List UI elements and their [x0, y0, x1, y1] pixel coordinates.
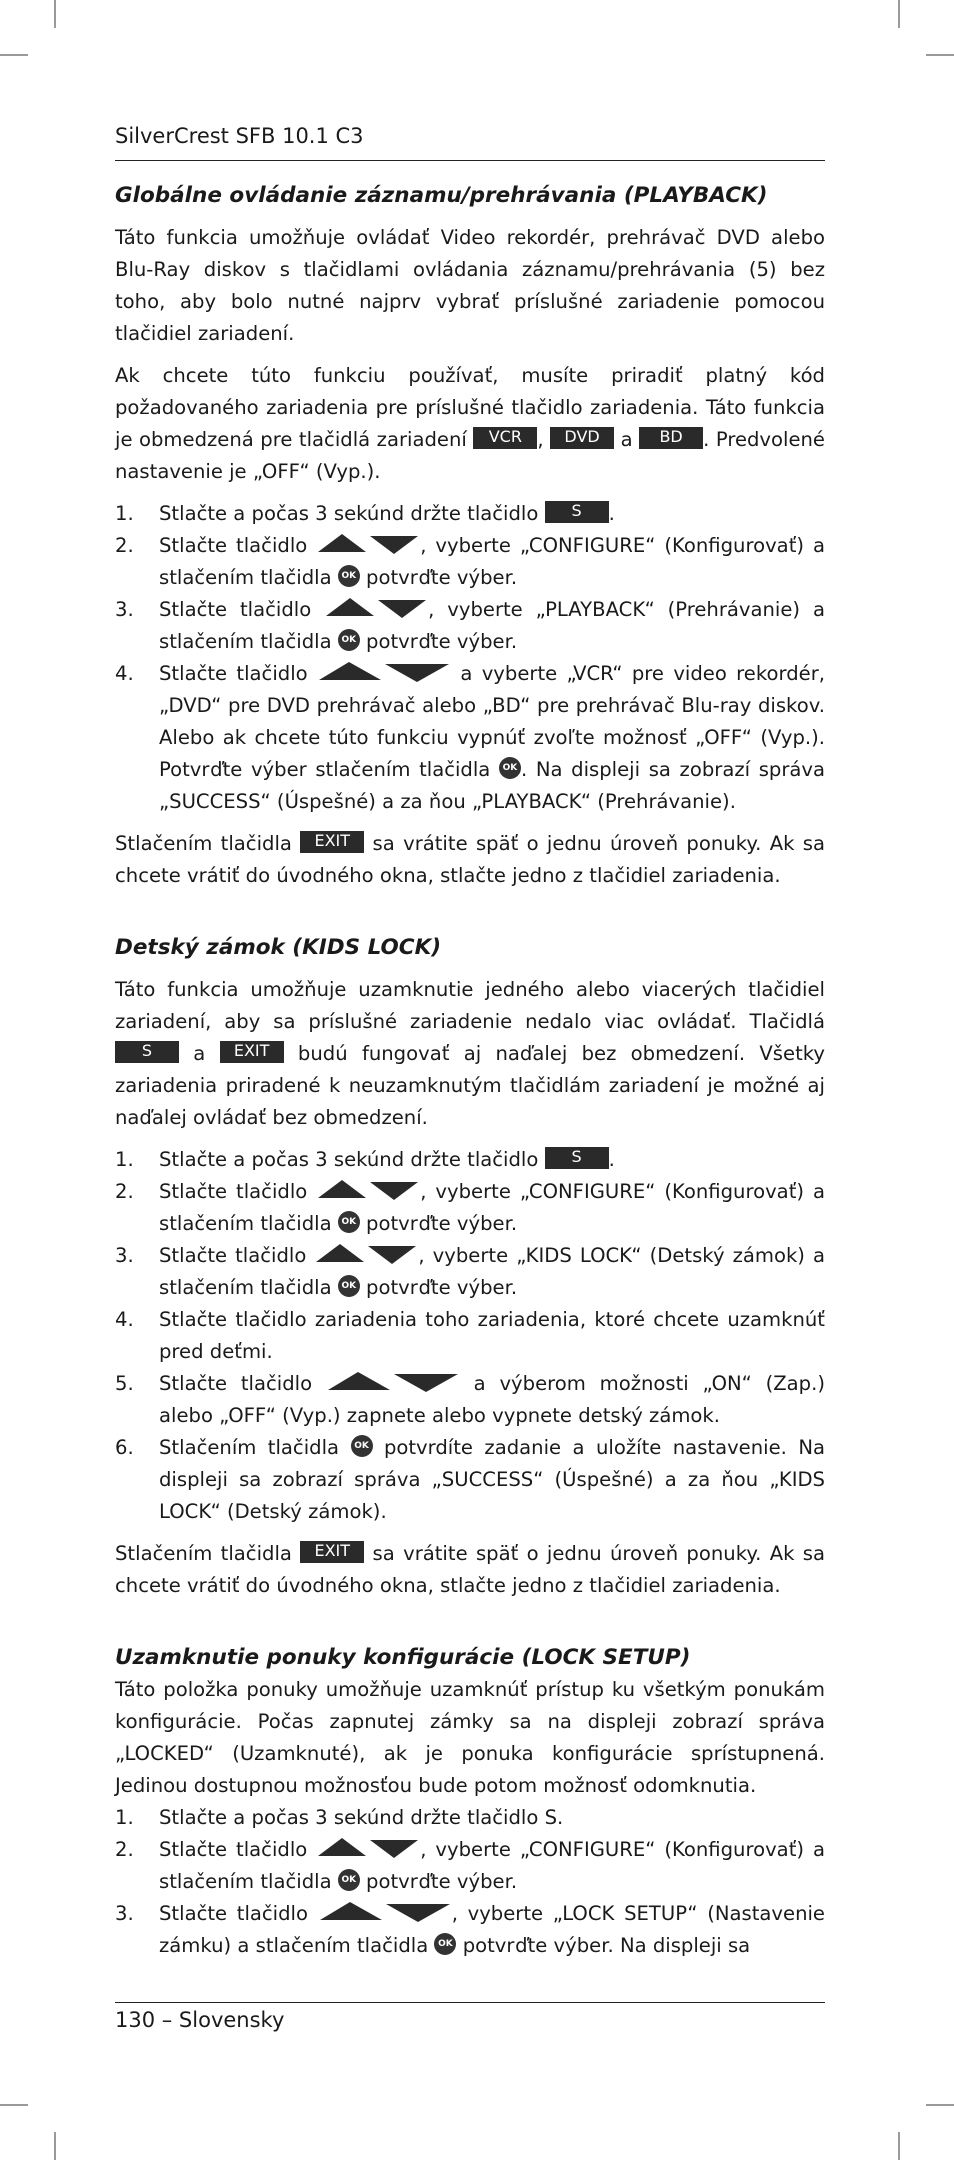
up-down-arrows-icon — [316, 532, 420, 556]
list-item: 1. Stlačte a počas 3 sekúnd držte tlačidlo S. — [115, 1806, 564, 1829]
list-item: 2. Stlačte tlačidlo , vyberte „CONFIGURE“ (Konfigurovať) a stlačením tlačidla OK potvrďte výber. — [115, 1176, 825, 1240]
steps-list — [115, 1144, 825, 1528]
paragraph: Stlačením tlačidla EXIT sa vrátite späť o jednu úroveň ponuky. Ak sa chcete vrátiť do úvodného okna, stlačte jedno z tlačidiel zariadenia. — [115, 1540, 825, 1597]
crop-mark — [926, 54, 954, 56]
up-down-arrows-icon — [316, 1836, 420, 1860]
list-item: 1. Stlačte a počas 3 sekúnd držte tlačidlo S . — [115, 1146, 615, 1171]
list-item: 3. Stlačte tlačidlo , vyberte „LOCK SETUP“ (Nastavenie zámku) a stlačením tlačidla OK potvrďte výber. Na displeji sa — [115, 1898, 825, 1962]
up-down-arrows-icon — [314, 1242, 418, 1266]
list-item: 3. Stlačte tlačidlo , vyberte „KIDS LOCK“ (Detský zámok) a stlačením tlačidla OK potvrďte výber. — [115, 1240, 825, 1304]
section-heading-kids-lock: Detský zámok (KIDS LOCK) — [115, 935, 442, 960]
exit-button-icon: EXIT — [300, 1541, 364, 1563]
section-heading-playback: Globálne ovládanie záznamu/prehrávania (PLAYBACK) — [115, 183, 768, 208]
list-item: 1. Stlačte a počas 3 sekúnd držte tlačidlo S . — [115, 500, 615, 525]
paragraph: Táto položka ponuky umožňuje uzamknúť prístup ku všetkým ponukám konfigurácie. Počas zapnutej zámky sa na displeji zobrazí správa „LOCKED“ (Uzamknuté), ak je ponuka konfigurácie sprístupnená. Jedinou dostupnou možnosťou bude potom možnosť odomknutia. — [115, 1678, 825, 1797]
ok-button-icon: OK — [338, 1275, 360, 1297]
crop-mark — [898, 0, 900, 28]
footer-rule — [115, 2002, 825, 2003]
list-item: 2. Stlačte tlačidlo , vyberte „CONFIGURE“ (Konfigurovať) a stlačením tlačidla OK potvrďte výber. — [115, 1834, 825, 1898]
list-item: 6. Stlačením tlačidla OK potvrdíte zadanie a uložíte nastavenie. Na displeji sa zobrazí správa „SUCCESS“ (Úspešné) a za ňou „KIDS LOCK“ (Detský zámok). — [115, 1436, 825, 1523]
page-body — [115, 180, 825, 1962]
paragraph: Ak chcete túto funkciu používať, musíte priradiť platný kód požadovaného zariadenia pre príslušné tlačidlo zariadenia. Táto funkcia je obmedzená pre tlačidlá zariadení VCR , DVD a BD . Predvolené nastavenie je „OFF“ (Vyp.). — [115, 364, 825, 483]
s-button-icon: S — [545, 501, 609, 523]
up-down-arrows-icon — [326, 1370, 460, 1394]
crop-mark — [0, 54, 28, 56]
ok-button-icon: OK — [499, 757, 521, 779]
header-rule — [115, 160, 825, 161]
s-button-icon: S — [545, 1147, 609, 1169]
up-down-arrows-icon — [324, 596, 428, 620]
steps-list — [115, 498, 825, 818]
ok-button-icon: OK — [338, 629, 360, 651]
paragraph: Stlačením tlačidla EXIT sa vrátite späť o jednu úroveň ponuky. Ak sa chcete vrátiť do úvodného okna, stlačte jedno z tlačidiel zariadenia. — [115, 830, 825, 887]
crop-mark — [54, 0, 56, 28]
list-item: 5. Stlačte tlačidlo a výberom možnosti „ON“ (Zap.) alebo „OFF“ (Vyp.) zapnete alebo vypnete detský zámok. — [115, 1368, 825, 1432]
crop-mark — [926, 2104, 954, 2106]
steps-list — [115, 1802, 825, 1962]
ok-button-icon: OK — [434, 1933, 456, 1955]
up-down-arrows-icon — [317, 660, 451, 684]
crop-mark — [0, 2104, 28, 2106]
running-header: SilverCrest SFB 10.1 C3 — [115, 124, 364, 148]
section-heading-lock-setup: Uzamknutie ponuky konfigurácie (LOCK SETUP) — [115, 1645, 691, 1670]
crop-mark — [898, 2132, 900, 2160]
ok-button-icon: OK — [351, 1435, 373, 1457]
bd-button-icon: BD — [639, 427, 703, 449]
crop-mark — [54, 2132, 56, 2160]
list-item: 2. Stlačte tlačidlo , vyberte „CONFIGURE“ (Konfigurovať) a stlačením tlačidla OK potvrďte výber. — [115, 530, 825, 594]
list-item: 4. Stlačte tlačidlo a vyberte „VCR“ pre video rekordér, „DVD“ pre DVD prehrávač alebo „BD“ pre prehrávač Blu-ray diskov. Alebo ak chcete túto funkciu vypnúť zvoľte možnosť „OFF“ (Vyp.). Potvrďte výber stlačením tlačidla OK . Na displeji sa zobrazí správa „SUCCESS“ (Úspešné) a za ňou „PLAYBACK“ (Prehrávanie). — [115, 658, 825, 818]
paragraph: Táto funkcia umožňuje uzamknutie jedného alebo viacerých tlačidiel zariadení, aby sa príslušné zariadenie nedalo viac ovládať. Tlačidlá S a EXIT budú fungovať aj naďalej bez obmedzení. Všetky zariadenia priradené k neuzamknutým tlačidlám zariadení je možné aj naďalej ovládať bez obmedzení. — [115, 978, 825, 1129]
ok-button-icon: OK — [338, 565, 360, 587]
list-item: 3. Stlačte tlačidlo , vyberte „PLAYBACK“ (Prehrávanie) a stlačením tlačidla OK potvrďte výber. — [115, 594, 825, 658]
list-item: 4. Stlačte tlačidlo zariadenia toho zariadenia, ktoré chcete uzamknúť pred deťmi. — [115, 1308, 825, 1363]
ok-button-icon: OK — [338, 1869, 360, 1891]
paragraph: Táto funkcia umožňuje ovládať Video rekordér, prehrávač DVD alebo Blu-Ray diskov s tlačidlami ovládania záznamu/prehrávania (5) bez toho, aby bolo nutné najprv vybrať príslušné zariadenie pomocou tlačidiel zariadení. — [115, 226, 825, 345]
up-down-arrows-icon — [316, 1178, 420, 1202]
dvd-button-icon: DVD — [550, 427, 614, 449]
s-button-icon: S — [115, 1041, 179, 1063]
up-down-arrows-icon — [318, 1900, 452, 1924]
ok-button-icon: OK — [338, 1211, 360, 1233]
exit-button-icon: EXIT — [220, 1041, 284, 1063]
page-footer: 130 – Slovensky — [115, 2008, 285, 2032]
vcr-button-icon: VCR — [473, 427, 537, 449]
exit-button-icon: EXIT — [300, 831, 364, 853]
